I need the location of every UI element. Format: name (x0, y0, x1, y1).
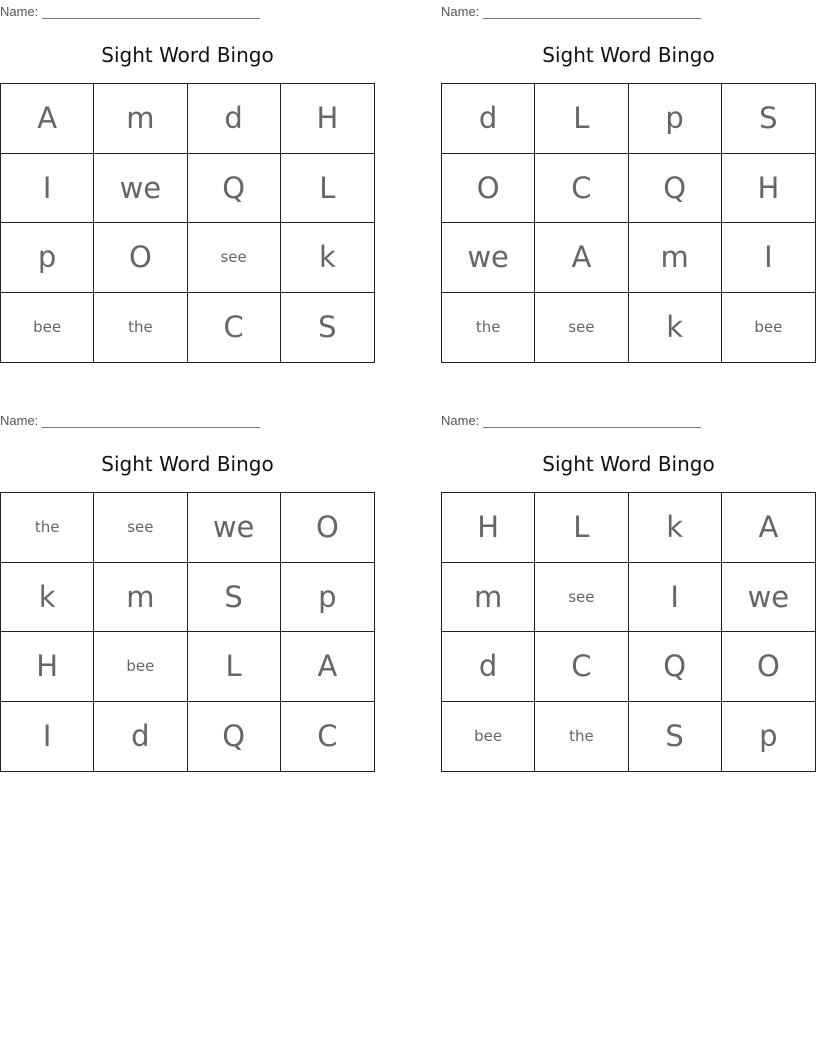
bingo-cell: I (629, 563, 722, 633)
bingo-card-1 (0, 0, 375, 380)
bingo-cell: C (535, 632, 628, 702)
bingo-cell: Q (188, 702, 281, 772)
bingo-card-4 (441, 409, 816, 789)
bingo-cell: p (1, 223, 94, 293)
bingo-cell: see (535, 293, 628, 363)
bingo-cell: Q (188, 154, 281, 224)
bingo-cell: O (94, 223, 187, 293)
bingo-cell: bee (442, 702, 535, 772)
bingo-grid (0, 492, 375, 772)
bingo-cell: A (281, 632, 374, 702)
name-blank-line[interactable] (42, 6, 260, 19)
bingo-cell: see (535, 563, 628, 633)
bingo-cell: S (188, 563, 281, 633)
card-title: Sight Word Bingo (542, 43, 715, 67)
bingo-grid (441, 83, 816, 363)
bingo-cell: d (94, 702, 187, 772)
bingo-cell: I (1, 702, 94, 772)
bingo-cell: k (281, 223, 374, 293)
bingo-cell: C (188, 293, 281, 363)
bingo-cell: m (442, 563, 535, 633)
name-field[interactable] (441, 3, 701, 19)
bingo-cell: H (722, 154, 815, 224)
bingo-cell: L (188, 632, 281, 702)
bingo-cell: bee (1, 293, 94, 363)
bingo-cell: I (722, 223, 815, 293)
bingo-cell: A (1, 84, 94, 154)
bingo-cell: we (722, 563, 815, 633)
bingo-cell: p (281, 563, 374, 633)
bingo-cell: we (442, 223, 535, 293)
name-label: Name: (441, 413, 480, 428)
name-blank-line[interactable] (42, 415, 260, 428)
bingo-cell: m (94, 84, 187, 154)
bingo-cell: k (629, 293, 722, 363)
bingo-card-2 (441, 0, 816, 380)
bingo-cell: m (94, 563, 187, 633)
name-field[interactable] (0, 3, 260, 19)
name-label: Name: (0, 4, 39, 19)
bingo-cell: O (722, 632, 815, 702)
bingo-cell: the (535, 702, 628, 772)
name-label: Name: (441, 4, 480, 19)
bingo-cell: we (94, 154, 187, 224)
name-blank-line[interactable] (483, 6, 701, 19)
bingo-cell: A (722, 493, 815, 563)
bingo-cell: H (281, 84, 374, 154)
bingo-cell: S (722, 84, 815, 154)
name-field[interactable] (0, 412, 260, 428)
card-title: Sight Word Bingo (101, 43, 274, 67)
bingo-cell: Q (629, 154, 722, 224)
bingo-cell: p (629, 84, 722, 154)
bingo-cell: d (188, 84, 281, 154)
bingo-card-3 (0, 409, 375, 789)
bingo-cell: k (1, 563, 94, 633)
bingo-cell: d (442, 632, 535, 702)
name-label: Name: (0, 413, 39, 428)
bingo-cell: m (629, 223, 722, 293)
bingo-cell: bee (94, 632, 187, 702)
bingo-cell: the (442, 293, 535, 363)
bingo-cell: d (442, 84, 535, 154)
bingo-cell: O (442, 154, 535, 224)
bingo-cell: L (281, 154, 374, 224)
bingo-cell: the (94, 293, 187, 363)
bingo-cell: S (629, 702, 722, 772)
bingo-grid (0, 83, 375, 363)
bingo-cell: p (759, 719, 778, 754)
bingo-cell: H (442, 493, 535, 563)
bingo-cell: C (535, 154, 628, 224)
card-title: Sight Word Bingo (542, 452, 715, 476)
card-title: Sight Word Bingo (101, 452, 274, 476)
name-blank-line[interactable] (483, 415, 701, 428)
bingo-cell: L (535, 84, 628, 154)
bingo-cell: S (318, 310, 337, 345)
bingo-cell: C (317, 719, 338, 754)
bingo-cell: H (1, 632, 94, 702)
bingo-cell: bee (754, 318, 783, 337)
name-field[interactable] (441, 412, 701, 428)
bingo-cell: A (535, 223, 628, 293)
bingo-cell: the (1, 493, 94, 563)
bingo-cell: k (629, 493, 722, 563)
bingo-cell: Q (629, 632, 722, 702)
bingo-cell: see (188, 223, 281, 293)
bingo-cell: O (281, 493, 374, 563)
bingo-cell: we (188, 493, 281, 563)
bingo-grid (441, 492, 816, 772)
bingo-cell: I (1, 154, 94, 224)
bingo-cell: L (535, 493, 628, 563)
bingo-cell: see (94, 493, 187, 563)
